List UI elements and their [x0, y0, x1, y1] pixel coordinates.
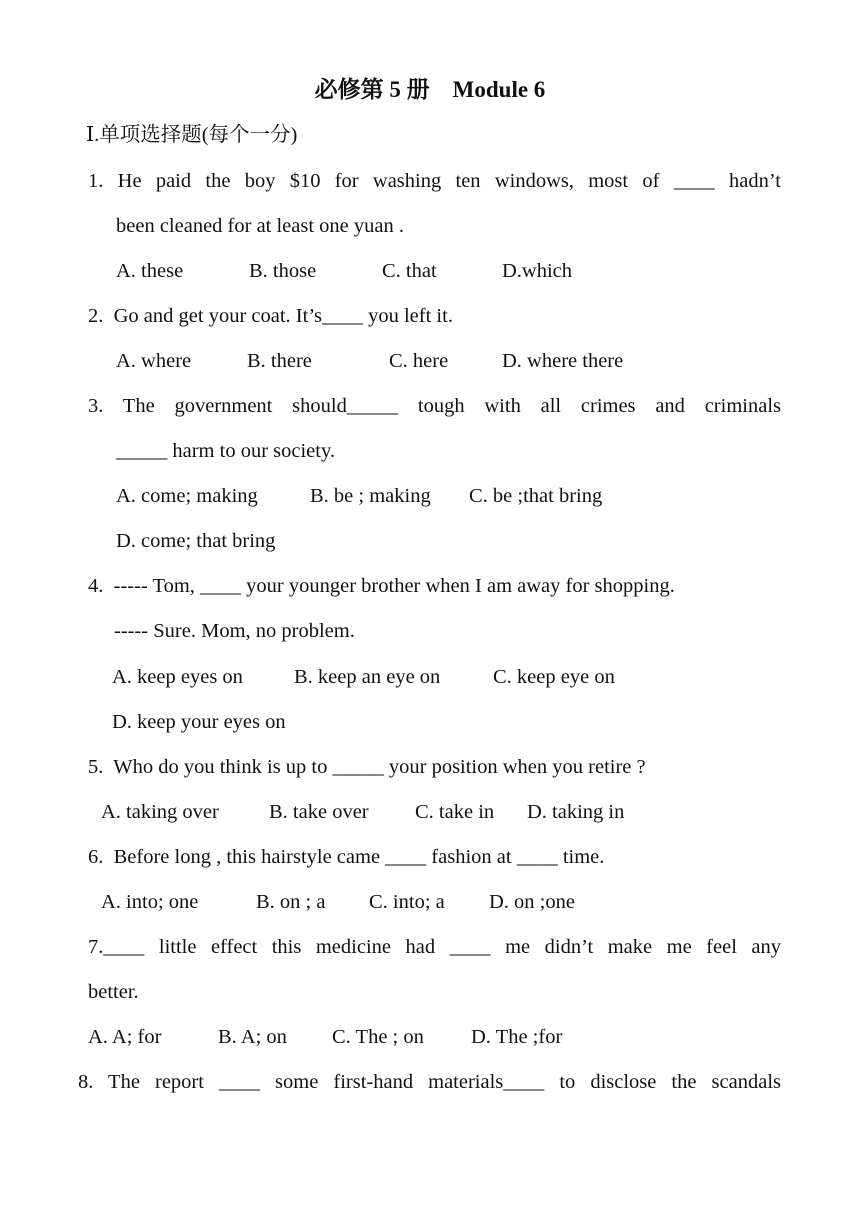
question-1-line-1: 1. He paid the boy $10 for washing ten windows, most of ____ hadn’t: [88, 170, 781, 192]
q4-option-b: B. keep an eye on: [294, 666, 441, 688]
q3-option-a: A. come; making: [116, 485, 258, 507]
question-4-line-1: 4. ----- Tom, ____ your younger brother when I am away for shopping.: [88, 575, 675, 597]
question-3-line-2: _____ harm to our society.: [116, 440, 336, 462]
question-1-line-2: been cleaned for at least one yuan .: [116, 215, 405, 237]
q1-option-b: B. those: [249, 260, 317, 282]
q2-option-a: A. where: [116, 350, 192, 372]
q5-option-a: A. taking over: [101, 801, 219, 823]
question-7-line-2: better.: [88, 981, 139, 1003]
q4-option-a: A. keep eyes on: [112, 666, 243, 688]
q5-option-b: B. take over: [269, 801, 369, 823]
q7-option-c: C. The ; on: [332, 1026, 424, 1048]
q4-option-d: D. keep your eyes on: [112, 711, 286, 733]
q7-option-a: A. A; for: [88, 1026, 162, 1048]
q5-option-c: C. take in: [415, 801, 495, 823]
q2-option-c: C. here: [389, 350, 449, 372]
q2-option-b: B. there: [247, 350, 312, 372]
q3-option-d: D. come; that bring: [116, 530, 276, 552]
question-6-line-1: 6. Before long , this hairstyle came ____ fashion at ____ time.: [88, 846, 605, 868]
q4-option-c: C. keep eye on: [493, 666, 615, 688]
q2-option-d: D. where there: [502, 350, 624, 372]
page-title: 必修第 5 册 Module 6: [314, 77, 546, 102]
q1-option-a: A. these: [116, 260, 184, 282]
question-7-line-1: 7.____ little effect this medicine had ____ me didn’t make me feel any: [88, 936, 781, 958]
q1-option-c: C. that: [382, 260, 437, 282]
question-8-line-1: 8. The report ____ some first-hand materials____ to disclose the scandals: [78, 1071, 781, 1093]
q6-option-d: D. on ;one: [489, 891, 575, 913]
q3-option-b: B. be ; making: [310, 485, 431, 507]
q7-option-b: B. A; on: [218, 1026, 287, 1048]
q7-option-d: D. The ;for: [471, 1026, 563, 1048]
question-3-line-1: 3. The government should_____ tough with all crimes and criminals: [88, 395, 781, 417]
question-5-line-1: 5. Who do you think is up to _____ your position when you retire ?: [88, 756, 646, 778]
q6-option-a: A. into; one: [101, 891, 199, 913]
q6-option-c: C. into; a: [369, 891, 445, 913]
q5-option-d: D. taking in: [527, 801, 625, 823]
section-heading: Ⅰ.单项选择题(每个一分): [86, 124, 298, 146]
question-4-line-2: ----- Sure. Mom, no problem.: [114, 620, 355, 642]
q3-option-c: C. be ;that bring: [469, 485, 603, 507]
q1-option-d: D.which: [502, 260, 573, 282]
q6-option-b: B. on ; a: [256, 891, 326, 913]
question-2-line-1: 2. Go and get your coat. It’s____ you left it.: [88, 305, 453, 327]
